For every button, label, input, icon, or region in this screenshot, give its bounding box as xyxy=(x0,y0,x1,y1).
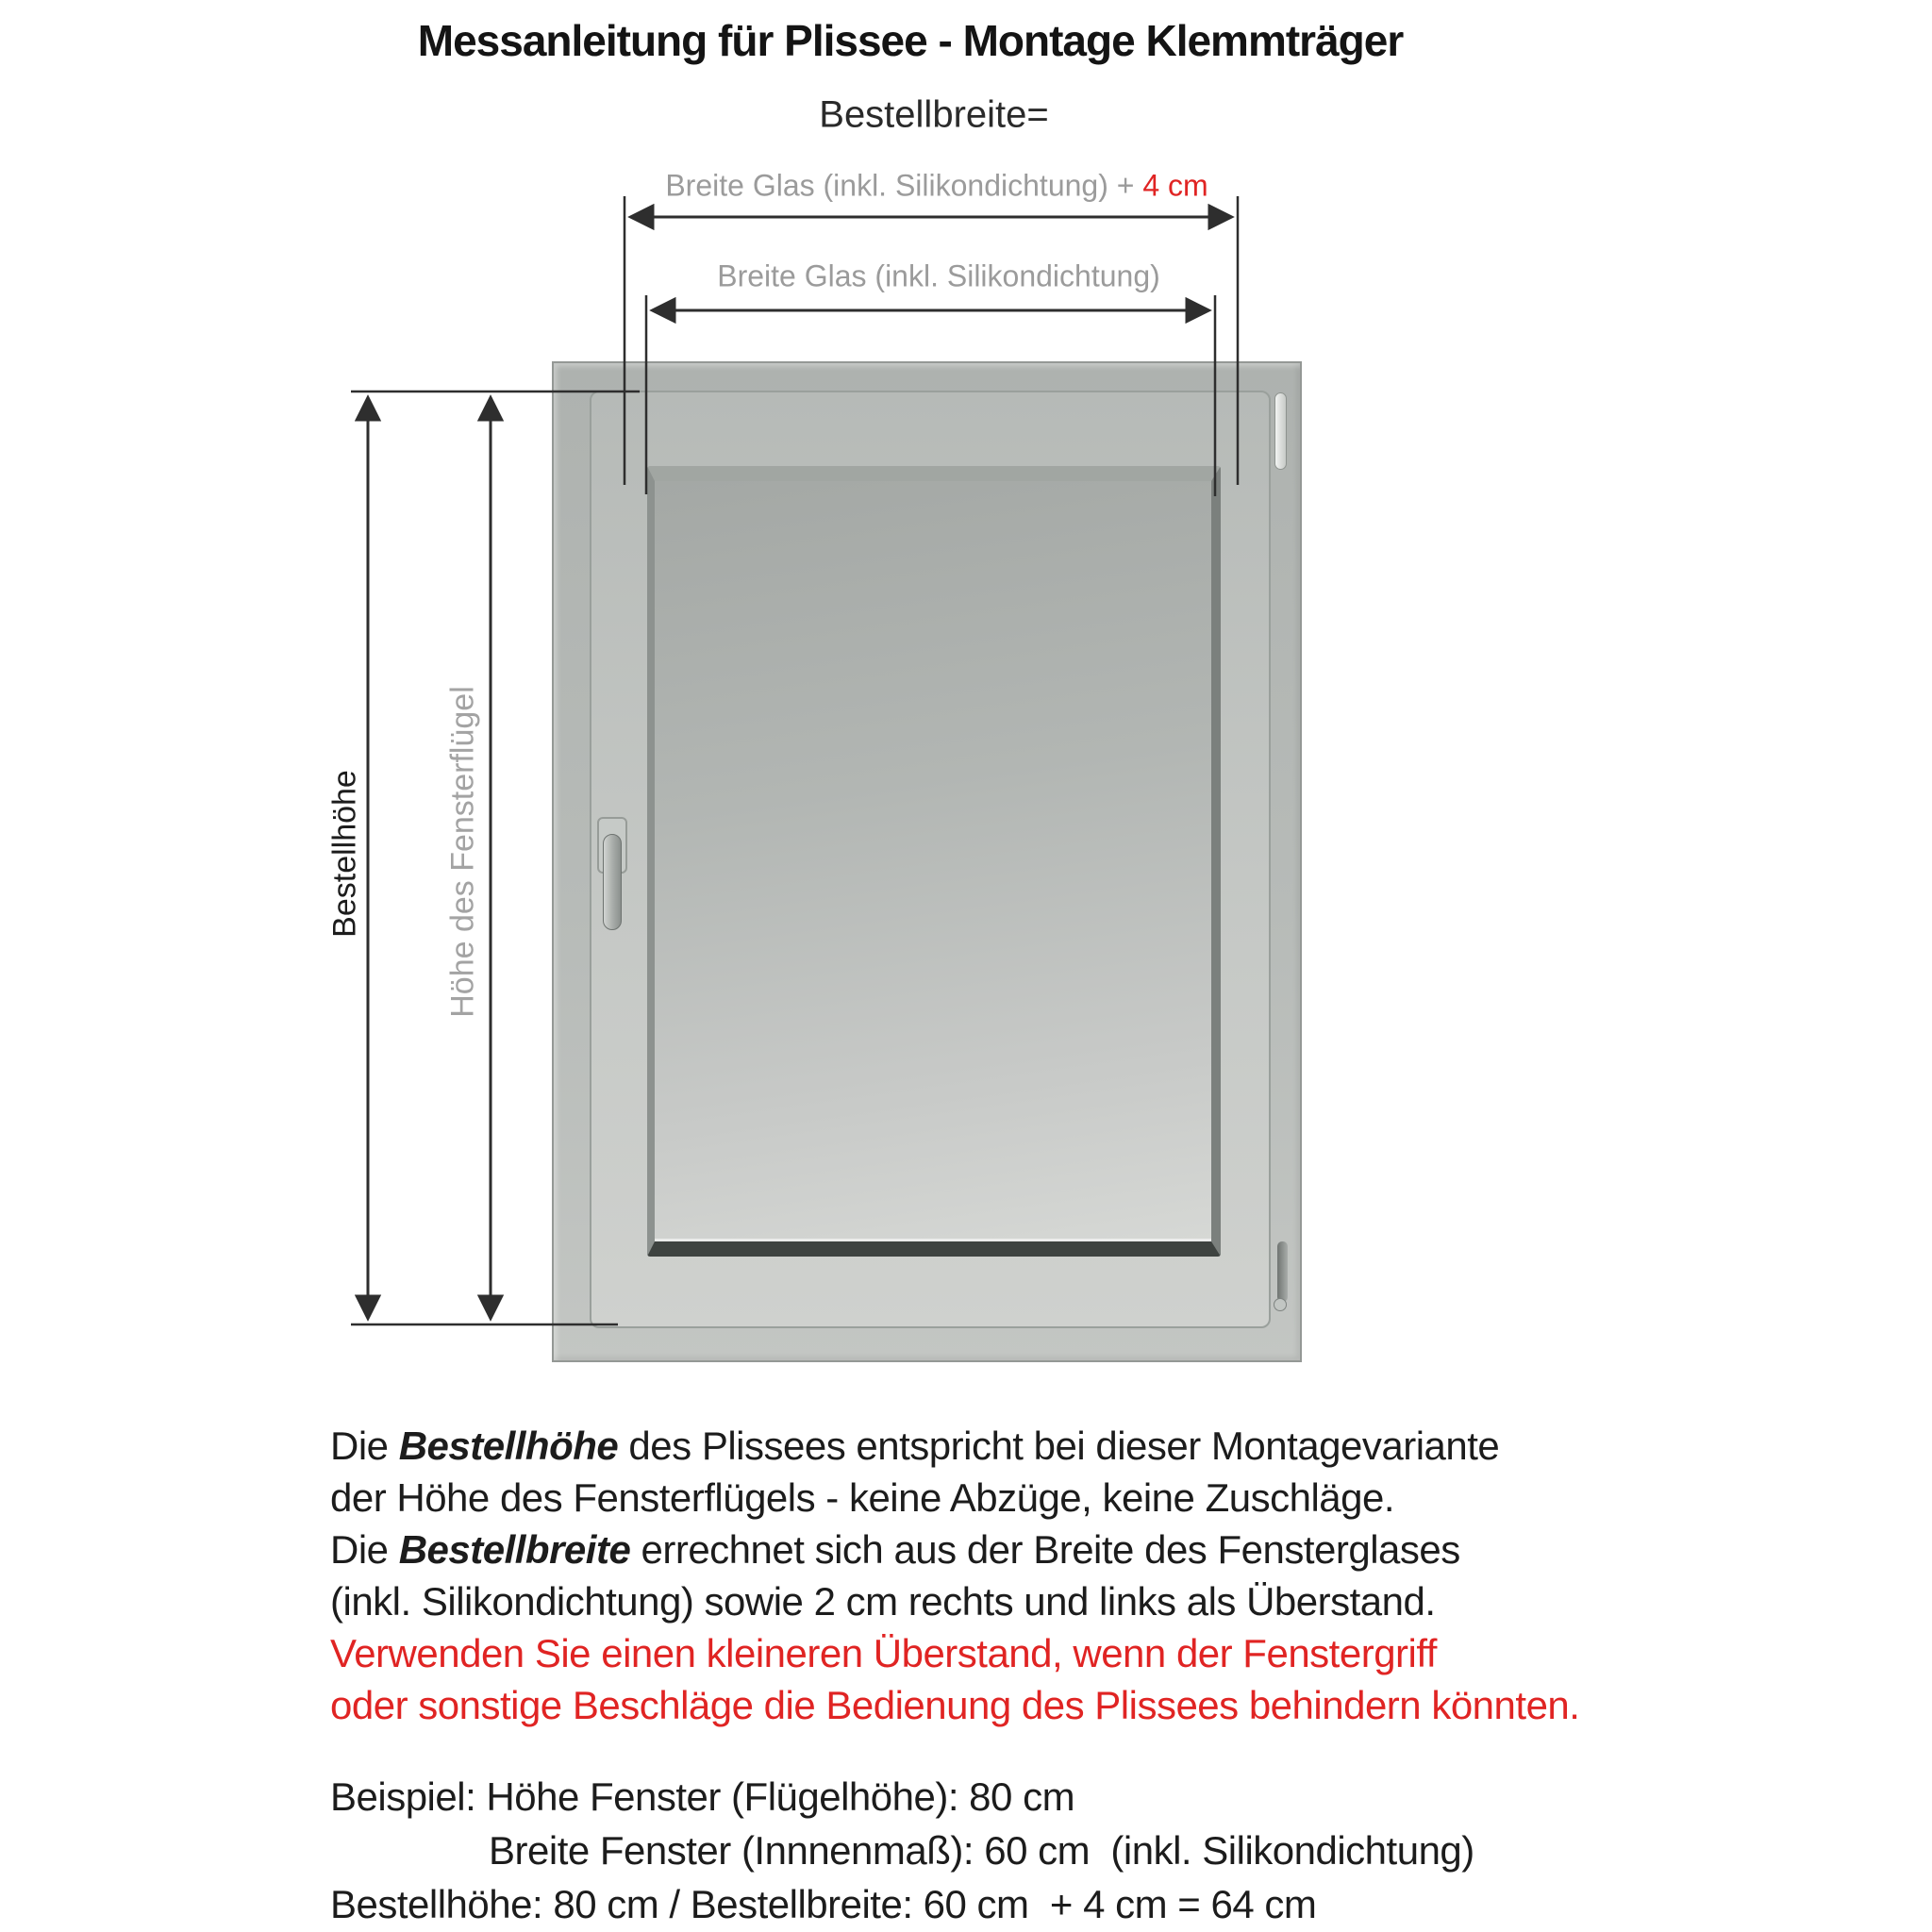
instruction-line-3-pre: Die xyxy=(330,1527,399,1572)
order-width-label: Bestellbreite= xyxy=(819,93,1049,136)
warning-line-2: oder sonstige Beschläge die Bedienung des Plissees behindern könnten. xyxy=(330,1683,1580,1727)
instruction-line-4: (inkl. Silikondichtung) sowie 2 cm rechts und links als Überstand. xyxy=(330,1579,1436,1624)
instruction-paragraph xyxy=(330,1420,1579,1731)
example-block xyxy=(330,1770,1474,1931)
page-title: Messanleitung für Plissee - Montage Klemmträger xyxy=(417,16,1404,65)
example-line-3: Bestellhöhe: 80 cm / Bestellbreite: 60 cm + 4 cm = 64 cm xyxy=(330,1882,1317,1926)
window-hinge-bottom xyxy=(1277,1241,1288,1302)
instruction-line-3 xyxy=(330,1524,1579,1575)
glass-width-plus-value: 4 cm xyxy=(1142,168,1208,203)
window-hinge-top xyxy=(1274,392,1287,470)
instruction-line-2: der Höhe des Fensterflügels - keine Abzüge, keine Zuschläge. xyxy=(330,1475,1395,1520)
window-hinge-bottom-cap xyxy=(1274,1298,1287,1311)
instruction-line-3-emph: Bestellbreite xyxy=(398,1527,631,1572)
instruction-line-1 xyxy=(330,1420,1579,1472)
example-line-1: Beispiel: Höhe Fenster (Flügelhöhe): 80 cm xyxy=(330,1774,1075,1819)
example-line-2: Breite Fenster (Innnenmaß): 60 cm (inkl. Silikondichtung) xyxy=(489,1828,1474,1873)
order-height-label: Bestellhöhe xyxy=(326,770,363,938)
glass-highlight xyxy=(655,1239,1211,1241)
instruction-line-1-post: des Plissees entspricht bei dieser Montagevariante xyxy=(618,1424,1500,1468)
window-glass xyxy=(647,466,1221,1257)
glass-width-label: Breite Glas (inkl. Silikondichtung) xyxy=(717,258,1160,293)
sash-height-label: Höhe des Fensterflügel xyxy=(444,686,481,1018)
instruction-line-3-post: errechnet sich aus der Breite des Fensterglases xyxy=(630,1527,1460,1572)
glass-width-plus-label-gray: Breite Glas (inkl. Silikondichtung) + xyxy=(665,168,1143,203)
glass-width-plus-label xyxy=(665,169,1208,204)
window-handle xyxy=(603,834,622,930)
warning-line-1: Verwenden Sie einen kleineren Überstand, wenn der Fenstergriff xyxy=(330,1631,1437,1675)
instruction-line-1-pre: Die xyxy=(330,1424,399,1468)
instruction-line-1-emph: Bestellhöhe xyxy=(398,1424,619,1468)
